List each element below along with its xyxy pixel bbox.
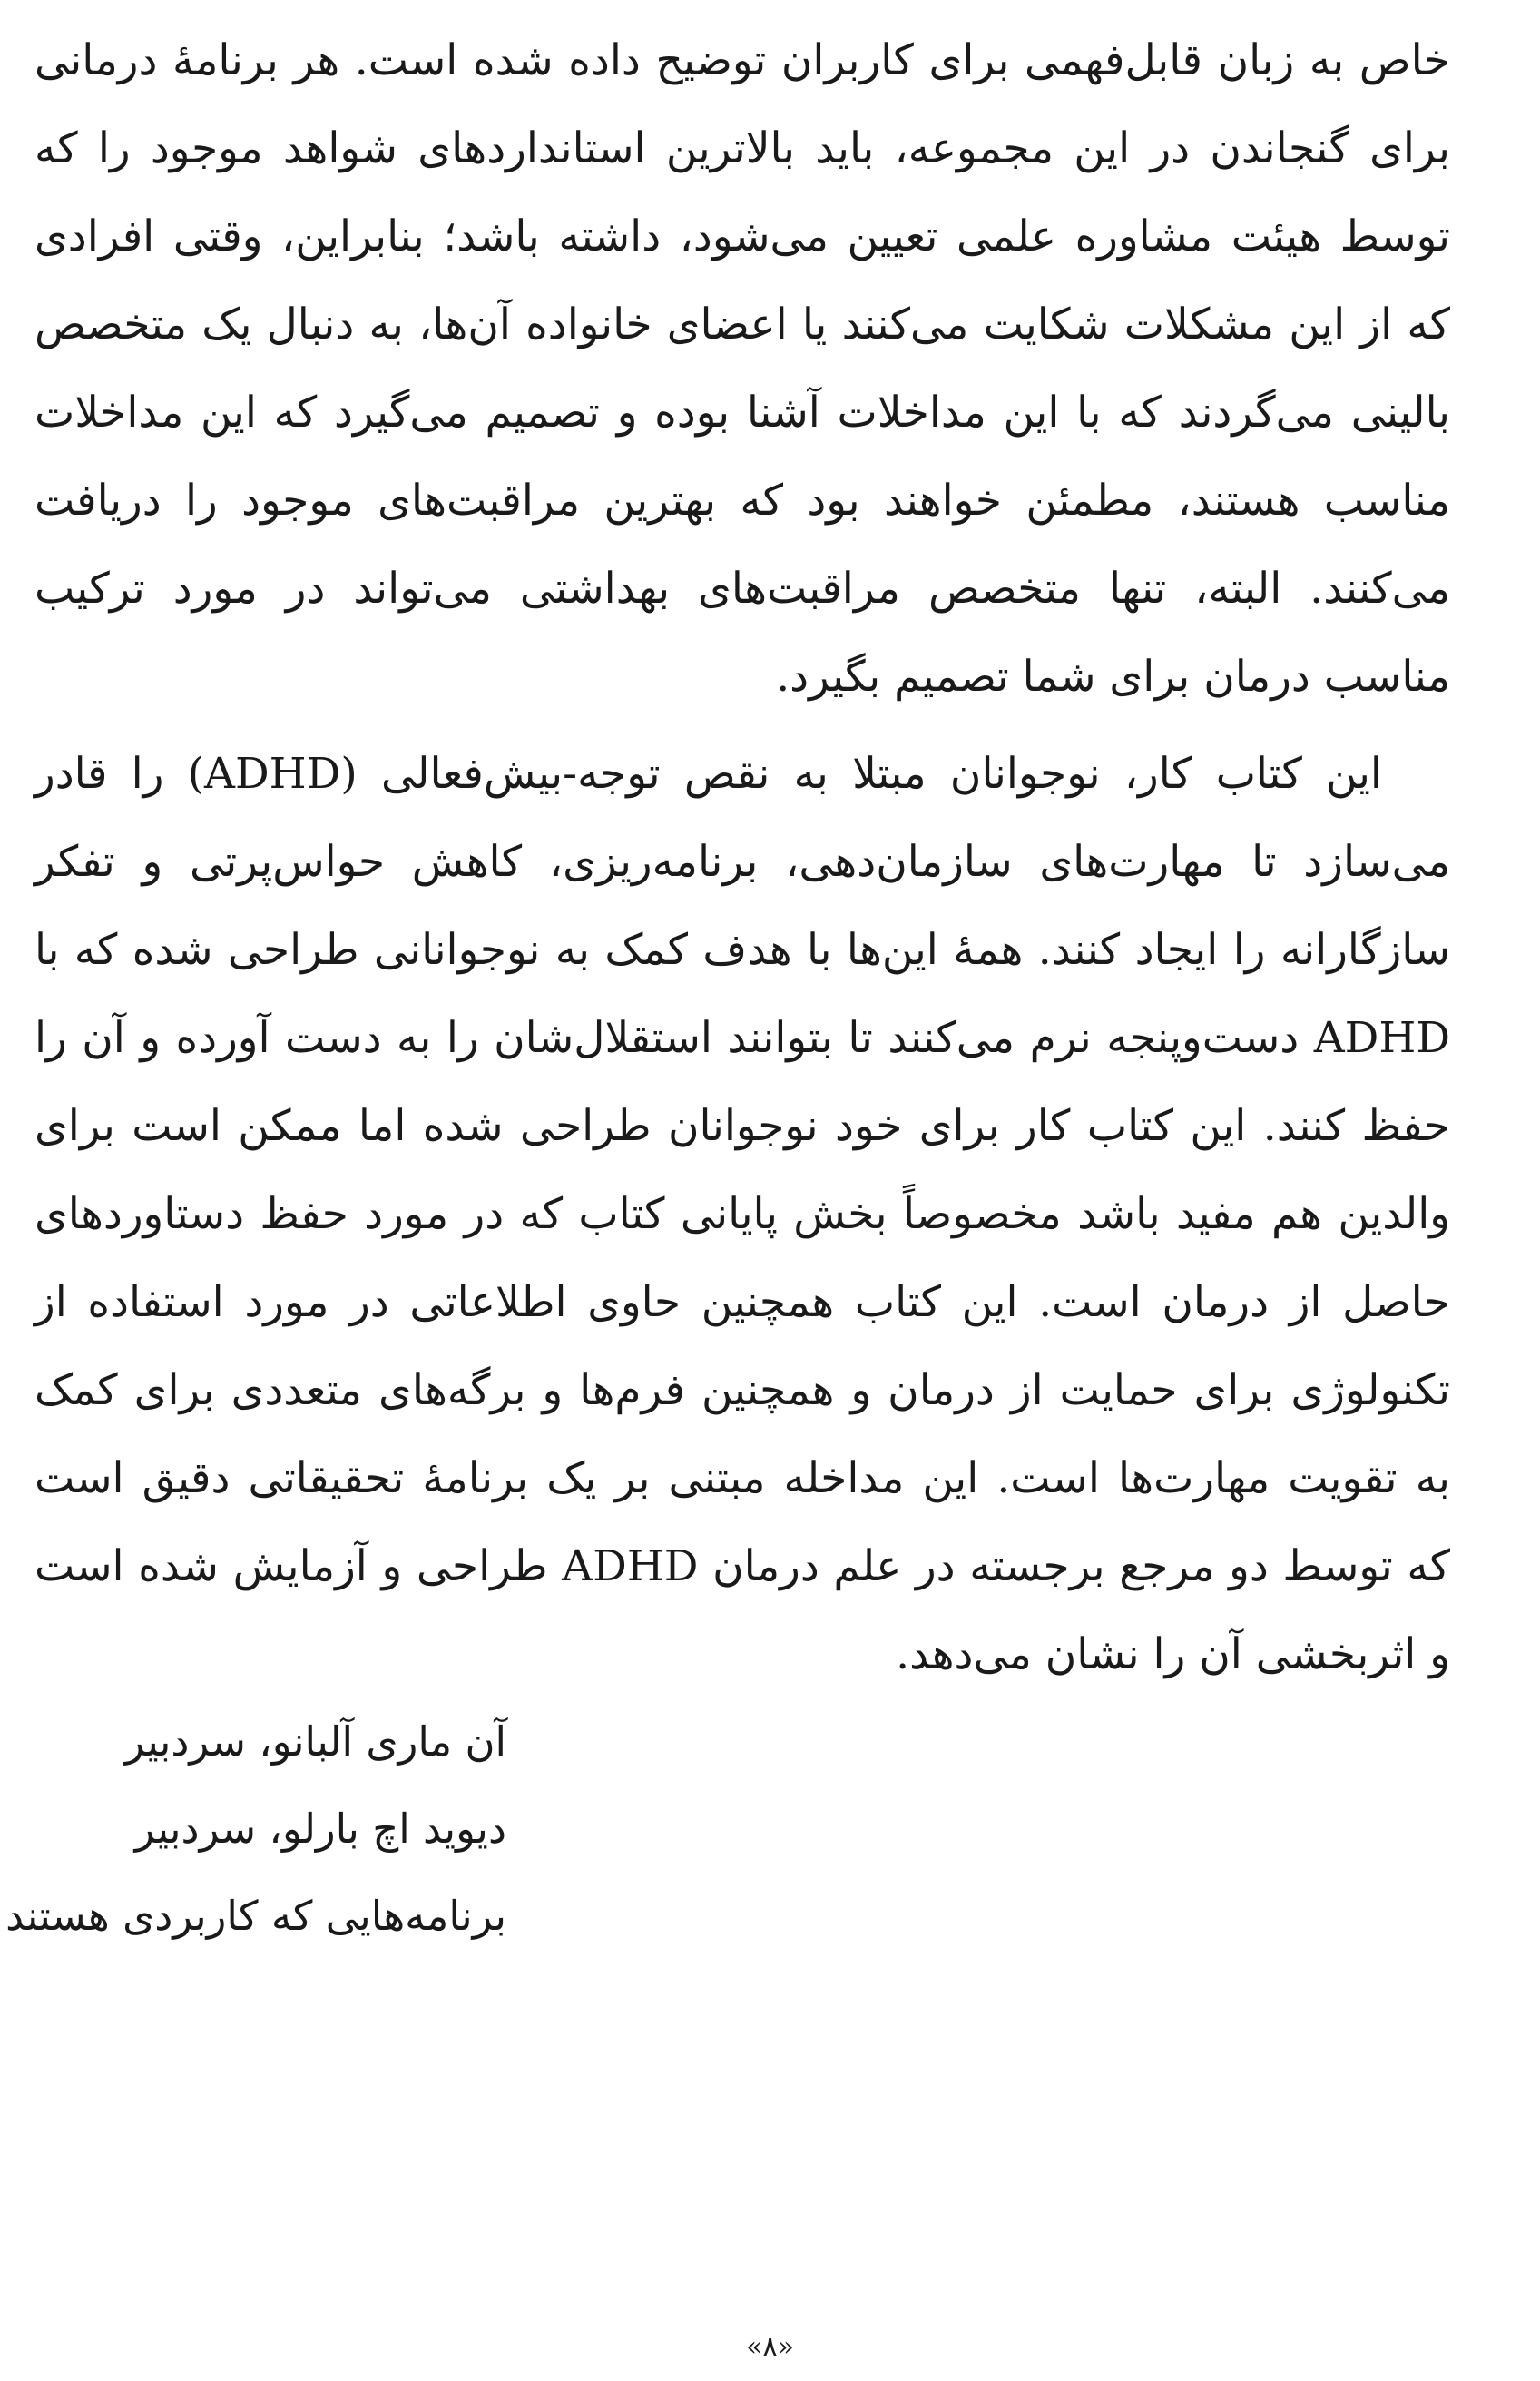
paragraph-workbook: این کتاب کار، نوجوانان مبتلا به نقص توجه-بیش‌فعالی (ADHD) را قادر می‌سازد تا مهارت‌های سازمان‌دهی، برنامه‌ریزی، کاهش حواس‌پرتی و تفکر سازگارانه را ایجاد کنند. همهٔ این‌ها با هدف کمک به نوجوانانی طراحی شده که با ADHD دست‌وپنجه نرم می‌کنند تا بتوانند استقلال‌شان را به دست آورده و آن را حفظ کنند. این کتاب کار برای خود نوجوانان طراحی شده اما ممکن است برای والدین هم مفید باشد مخصوصاً بخش پایانی کتاب که در مورد حفظ دستاوردهای حاصل از درمان است. این کتاب همچنین حاوی اطلاعاتی در مورد استفاده از تکنولوژی برای حمایت از درمان و همچنین فرم‌ها و برگه‌های متعددی برای کمک به تقویت مهارت‌ها است. این مداخله مبتنی بر یک برنامهٔ تحقیقاتی دقیق است که توسط دو مرجع برجسته در علم درمان ADHD طراحی و آزمایش شده است و اثربخشی آن را نشان می‌دهد. — [34, 749, 1450, 1679]
page-number: «۸» — [746, 2331, 794, 2363]
signature-editor-albano: آن ماری آلبانو، سردبیر — [124, 1717, 506, 1766]
paragraph-intro: خاص به زبان قابل‌فهمی برای کاربران توضیح داده شده است. هر برنامهٔ درمانی برای گنجاندن در این مجموعه، باید بالاترین استانداردهای شواهد موجود را که توسط هیئت مشاوره علمی تعیین می‌شود، داشته باشد؛ بنابراین، وقتی افرادی که از این مشکلات شکایت می‌کنند یا اعضای خانواده آن‌ها، به دنبال یک متخصص بالینی می‌گردند که با این مداخلات آشنا بوده و تصمیم می‌گیرد که این مداخلات مناسب هستند، مطمئن خواهند بود که بهترین مراقبت‌های موجود را دریافت می‌کنند. البته، تنها متخصص مراقبت‌های بهداشتی می‌تواند در مورد ترکیب مناسب درمان برای شما تصمیم بگیرد. — [34, 35, 1450, 702]
page-body — [5, 16, 1450, 1960]
signature-editor-barlow: دیوید اچ بارلو، سردبیر — [134, 1805, 506, 1853]
signature-block — [5, 1698, 506, 1960]
signature-series-name: برنامه‌هایی که کاربردی هستند — [5, 1892, 506, 1940]
